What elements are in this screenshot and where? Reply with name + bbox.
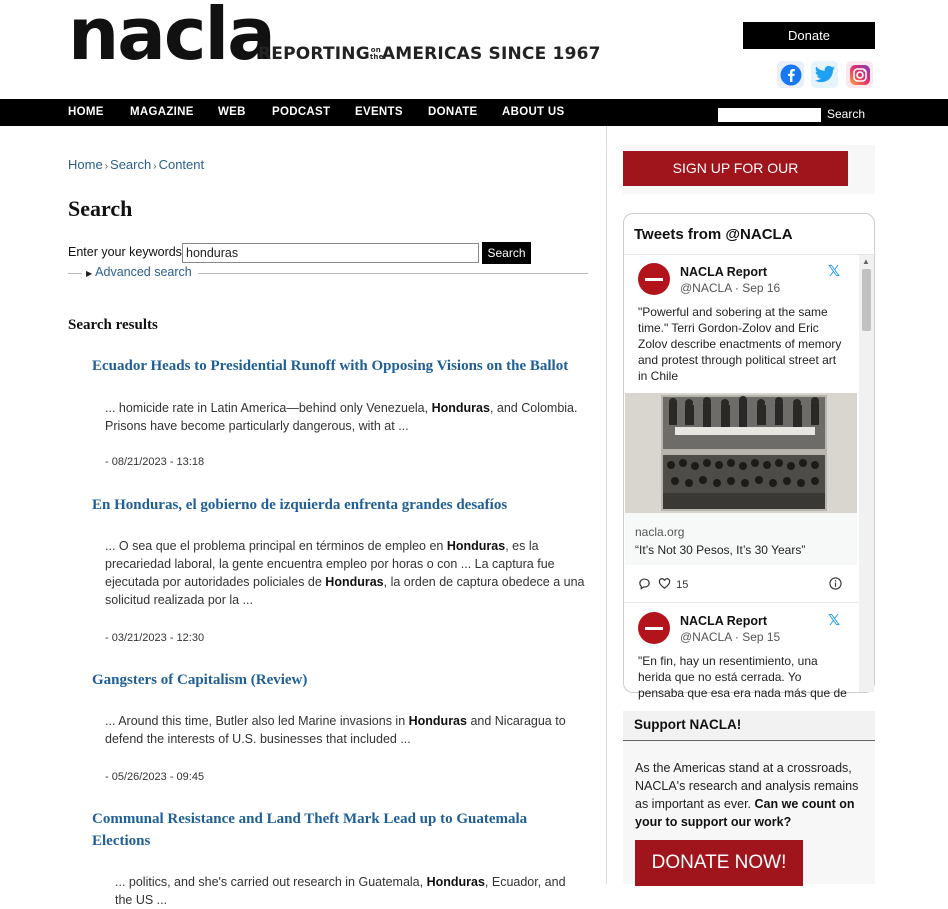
- tweets-scroll-thumb[interactable]: [862, 269, 871, 331]
- advanced-search-link[interactable]: [82, 265, 198, 279]
- tagline-on-the: [370, 47, 382, 61]
- breadcrumb: [68, 157, 204, 172]
- tweet-image[interactable]: [625, 393, 857, 513]
- page-title: Search: [68, 196, 133, 221]
- tagline-on: on: [370, 46, 381, 54]
- result-date: - 03/21/2023 - 12:30: [105, 632, 205, 644]
- keywords-input[interactable]: [182, 243, 479, 263]
- reply-icon[interactable]: [638, 579, 651, 591]
- nav-search-button[interactable]: Search: [827, 107, 866, 121]
- nav-home[interactable]: HOME: [68, 106, 104, 118]
- breadcrumb-home[interactable]: Home: [68, 157, 103, 172]
- tweet-text: "Powerful and sobering at the same time." Terri Gordon-Zolov and Eric Zolov describe enactments of memory and protest through political street art in Chile: [638, 305, 842, 383]
- results-heading: Search results: [68, 317, 158, 333]
- support-heading: Support NACLA!: [623, 711, 875, 741]
- site-tagline: [258, 44, 601, 64]
- tweets-header: Tweets from @NACLA: [634, 226, 793, 243]
- tagline-americas: AMERICAS SINCE 1967: [381, 44, 601, 64]
- breadcrumb-search[interactable]: Search: [110, 157, 152, 172]
- advanced-search-label: Advanced search: [95, 265, 192, 279]
- snippet-text: , Ecuador, and the US ...: [115, 875, 566, 907]
- sidebar-divider: [606, 126, 607, 884]
- nav-events[interactable]: EVENTS: [355, 106, 403, 118]
- nav-about-us[interactable]: ABOUT US: [502, 106, 565, 118]
- twitter-icon[interactable]: [811, 61, 838, 88]
- nav-web[interactable]: WEB: [218, 106, 246, 118]
- snippet-text: , es la precariedad laboral, la gente encuentra empleo por horas o con ... La captura fue ejecutada por autoridades policiales de: [105, 539, 555, 589]
- snippet-highlight: Honduras: [408, 714, 467, 728]
- support-text: [635, 759, 870, 831]
- tweets-widget: [623, 213, 875, 700]
- tagline-the: the: [369, 53, 384, 61]
- heart-icon[interactable]: [658, 579, 671, 591]
- tweets-header-divider: [624, 254, 876, 255]
- snippet-text: ... politics, and she's carried out research in Guatemala,: [115, 875, 427, 889]
- result-title[interactable]: Ecuador Heads to Presidential Runoff with Opposing Visions on the Ballot: [92, 358, 569, 374]
- result-title[interactable]: Communal Resistance and Land Theft Mark Lead up to Guatemala Elections: [92, 811, 528, 849]
- nav-search-input[interactable]: [718, 108, 821, 122]
- result-date: - 08/21/2023 - 13:18: [105, 456, 205, 468]
- snippet-text: ... Around this time, Butler also led Marine invasions in: [105, 714, 409, 728]
- snippet-highlight: Honduras: [446, 539, 506, 553]
- support-text-plain: As the Americas stand at a crossroads, NACLA's research and analysis remains as important as ever.: [635, 761, 859, 811]
- site-header: [0, 0, 948, 99]
- tagline-reporting: REPORTING: [258, 44, 370, 64]
- snippet-highlight: Honduras: [431, 401, 490, 415]
- result-snippet: [115, 873, 585, 909]
- breadcrumb-separator: ›: [153, 161, 157, 172]
- snippet-text: , and Colombia. Prisons have become particularly dangerous, with at ...: [105, 401, 578, 433]
- tweet-link-domain[interactable]: nacla.org: [635, 525, 685, 539]
- nav-magazine[interactable]: MAGAZINE: [130, 106, 194, 118]
- result-snippet: [105, 399, 585, 435]
- scroll-up-arrow-icon[interactable]: ▲: [862, 257, 870, 266]
- support-text-bold: Can we count on your to support our work?: [635, 797, 855, 829]
- facebook-icon[interactable]: [777, 61, 804, 88]
- keywords-label: Enter your keywords: [68, 245, 182, 259]
- result-title[interactable]: En Honduras, el gobierno de izquierda enfrenta grandes desafíos: [92, 497, 508, 513]
- info-icon[interactable]: [829, 577, 842, 595]
- tweet-link-title[interactable]: “It’s Not 30 Pesos, It’s 30 Years”: [635, 543, 806, 557]
- caret-right-icon: ▶: [86, 269, 93, 278]
- tweet-separator: [624, 602, 858, 603]
- tweet-handle[interactable]: @NACLA · Sep 16: [680, 281, 781, 295]
- result-title[interactable]: Gangsters of Capitalism (Review): [92, 672, 308, 688]
- newsletter-signup-button[interactable]: SIGN UP FOR OUR NEWSLETTER!: [623, 151, 848, 186]
- result-snippet: [105, 537, 585, 609]
- search-button[interactable]: Search: [482, 242, 531, 264]
- snippet-text: and Nicaragua to defend the interests of U.S. businesses that included ...: [105, 714, 566, 746]
- tweet-author-name[interactable]: NACLA Report: [680, 265, 768, 279]
- tweet-actions: [638, 577, 688, 591]
- breadcrumb-separator: ›: [104, 161, 109, 172]
- tweet-handle[interactable]: @NACLA · Sep 15: [680, 630, 781, 644]
- avatar[interactable]: [638, 612, 670, 644]
- avatar[interactable]: [638, 263, 670, 295]
- header-donate-button[interactable]: Donate: [743, 22, 875, 49]
- snippet-text: ... O sea que el problema principal en términos de empleo en: [105, 539, 447, 553]
- tweet-author-name[interactable]: NACLA Report: [680, 614, 768, 628]
- snippet-text: , la orden de captura obedece a una solicitud realizada por la ...: [105, 575, 585, 607]
- nav-donate[interactable]: DONATE: [428, 106, 478, 118]
- tweet-link-card[interactable]: [625, 513, 857, 565]
- result-snippet: [105, 712, 585, 748]
- tweet-text: "En fin, hay un resentimiento, una herida que no está cerrada. Yo pensaba que esa era nada más que de: [638, 654, 847, 700]
- snippet-highlight: Honduras: [426, 875, 485, 889]
- breadcrumb-content[interactable]: Content: [158, 157, 205, 172]
- donate-now-button[interactable]: DONATE NOW!: [635, 840, 803, 886]
- x-logo-icon[interactable]: 𝕏: [828, 612, 841, 629]
- snippet-text: ... homicide rate in Latin America—behind only Venezuela,: [105, 401, 432, 415]
- x-logo-icon[interactable]: 𝕏: [828, 263, 841, 280]
- like-count: 15: [676, 579, 689, 591]
- nav-podcast[interactable]: PODCAST: [272, 106, 331, 118]
- site-logo[interactable]: nacla: [68, 0, 274, 76]
- snippet-highlight: Honduras: [325, 575, 384, 589]
- instagram-icon[interactable]: [846, 61, 873, 88]
- result-date: - 05/26/2023 - 09:45: [105, 771, 205, 783]
